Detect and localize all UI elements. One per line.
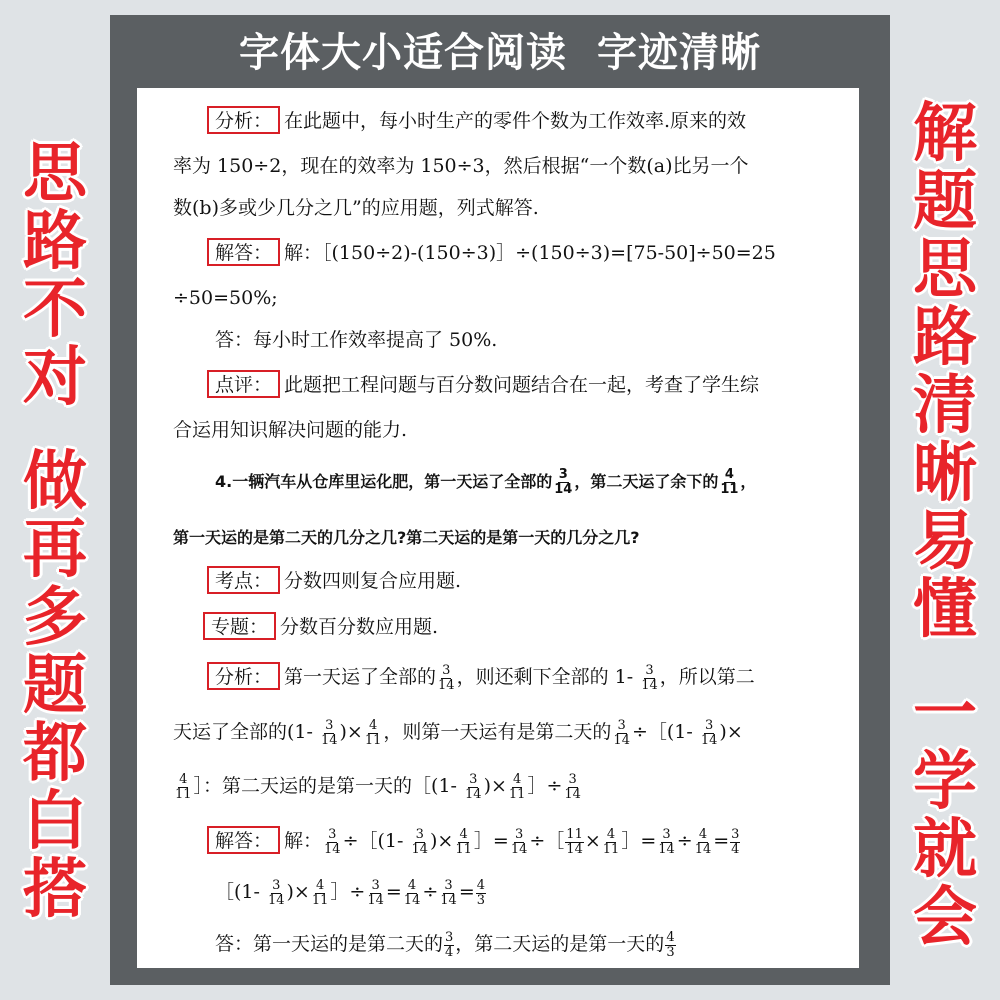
answer-tag: 解答： [207, 238, 280, 266]
text: = [385, 881, 402, 903]
text: ］÷ [330, 881, 366, 903]
slogan-char: 就 [913, 813, 977, 887]
banner-text-2: 字迹清晰 [597, 30, 761, 76]
text: ，则第一天运有是第二天的 [383, 721, 612, 743]
analysis2-line1 [207, 662, 755, 693]
banner-text-1: 字体大小适合阅读 [239, 30, 567, 76]
fraction: $\frac{3}{14}$ [641, 662, 658, 693]
slogan-char: 晰 [913, 437, 977, 511]
analysis2-line3 [173, 772, 583, 802]
text: ，第二天运的是第一天的 [455, 933, 665, 955]
fraction: $\frac{3}{14}$ [267, 877, 285, 908]
text: ÷ [676, 830, 693, 852]
slogan-char: 白 [23, 785, 87, 859]
slogan-char: 思 [23, 137, 87, 211]
text: ］÷ [527, 775, 563, 797]
answer2-line2 [215, 878, 487, 908]
text: ，则还剩下全部的 1- [456, 666, 634, 688]
text: 4.一辆汽车从仓库里运化肥，第一天运了全部的 [215, 472, 553, 491]
fraction: $\frac{3}{14}$ [700, 717, 718, 748]
text: )× [339, 721, 363, 743]
slogan-char: 多 [23, 581, 87, 655]
slogan-char: 一 [913, 677, 977, 751]
fraction: $\frac{4}{3}$ [476, 877, 486, 908]
slogan-char: 会 [913, 881, 977, 955]
comment1-line1 [207, 370, 759, 399]
fraction: $\frac{3}{14}$ [658, 826, 675, 857]
slogan-char: 学 [913, 745, 977, 819]
text: 答：第一天运的是第二天的 [215, 933, 444, 955]
text: ，第二天运了余下的 [574, 472, 719, 491]
slogan-char: 做 [23, 445, 87, 519]
comment-tag: 点评： [207, 370, 280, 398]
fraction: $\frac{3}{14}$ [564, 771, 581, 802]
reply1: 答：每小时工作效率提高了 50%. [215, 329, 498, 351]
text: = [458, 881, 475, 903]
fraction: $\frac{3}{14}$ [554, 467, 573, 497]
text: )× [430, 830, 454, 852]
text: × [584, 830, 601, 852]
slogan-char: 再 [23, 513, 87, 587]
text: ÷［(1- [631, 721, 693, 743]
question4-line2: 第一天运的是第二天的几分之几?第二天运的是第一天的几分之几? [173, 528, 640, 547]
fraction: $\frac{3}{14}$ [438, 662, 455, 693]
text: )× [719, 721, 743, 743]
text: 在此题中，每小时生产的零件个数为工作效率.原来的效 [284, 110, 747, 132]
left-slogan [0, 137, 110, 927]
answer1-line2: ÷50=50%; [173, 287, 278, 309]
point-line [207, 566, 461, 595]
text: )× [483, 775, 507, 797]
top-banner [110, 18, 890, 88]
text: 分数百分数应用题. [280, 616, 439, 638]
slogan-char: 题 [23, 649, 87, 723]
analysis2-line2 [173, 718, 743, 748]
text: ， [740, 472, 757, 491]
fraction: $\frac{4}{11}$ [508, 771, 526, 802]
analysis-tag: 分析： [207, 662, 280, 690]
fraction: $\frac{4}{14}$ [694, 826, 712, 857]
fraction: $\frac{4}{11}$ [602, 826, 620, 857]
text: = [713, 830, 730, 852]
slogan-char: 路 [23, 205, 87, 279]
fraction: $\frac{3}{14}$ [613, 717, 630, 748]
text: ，所以第二 [659, 666, 755, 688]
slogan-char: 都 [23, 717, 87, 791]
slogan-char: 不 [23, 273, 87, 347]
fraction: $\frac{3}{14}$ [510, 826, 528, 857]
analysis1-line3: 数(b)多或少几分之几”的应用题，列式解答. [173, 197, 539, 219]
fraction: $\frac{4}{11}$ [364, 717, 382, 748]
answer-tag: 解答： [207, 826, 280, 854]
slogan-char: 对 [23, 341, 87, 415]
text: 此题把工程问题与百分数问题结合在一起，考查了学生综 [284, 374, 760, 396]
text: 分数四则复合应用题. [284, 570, 462, 592]
fraction: $\frac{3}{4}$ [731, 826, 740, 857]
text: ］= [473, 830, 509, 852]
fraction: $\frac{4}{11}$ [311, 877, 329, 908]
reply2 [215, 930, 677, 960]
comment1-line2: 合运用知识解决问题的能力. [173, 419, 408, 441]
slogan-char: 解 [913, 97, 977, 171]
slogan-char: 清 [913, 369, 977, 443]
answer1-line1 [207, 238, 776, 267]
text: ］：第二天运的是第一天的［(1- [193, 775, 457, 797]
topic-tag: 专题： [203, 612, 276, 640]
topic-line [203, 612, 438, 641]
fraction: $\frac{3}{14}$ [411, 826, 429, 857]
text: ÷［(1- [342, 830, 404, 852]
text: 解： [284, 830, 323, 852]
slogan-char: 路 [913, 301, 977, 375]
answer2-line1 [207, 826, 741, 857]
fraction: $\frac{4}{14}$ [403, 877, 421, 908]
text: 解：［(150÷2)-(150÷3)］÷(150÷3)=[75-50]÷50=25 [284, 242, 776, 264]
fraction: $\frac{3}{4}$ [445, 929, 454, 960]
right-slogan [890, 97, 1000, 955]
fraction: $\frac{3}{14}$ [320, 717, 338, 748]
point-tag: 考点： [207, 566, 280, 594]
slogan-char: 搭 [23, 853, 87, 927]
document-page [137, 88, 859, 968]
text: ［(1- [215, 881, 260, 903]
slogan-char: 懂 [913, 573, 977, 647]
analysis-tag: 分析： [207, 106, 280, 134]
fraction: $\frac{4}{11}$ [720, 467, 739, 497]
analysis1-line2: 率为 150÷2，现在的效率为 150÷3，然后根据“一个数(a)比另一个 [173, 155, 749, 177]
text: ］= [621, 830, 657, 852]
fraction: $\frac{3}{14}$ [324, 826, 341, 857]
fraction: $\frac{3}{14}$ [465, 771, 482, 802]
slogan-char: 思 [913, 233, 977, 307]
question4-line1 [215, 468, 756, 497]
fraction: $\frac{3}{14}$ [367, 877, 384, 908]
fraction: $\frac{11}{14}$ [566, 826, 583, 857]
slogan-char: 易 [913, 505, 977, 579]
fraction: $\frac{4}{3}$ [666, 929, 675, 960]
fraction: $\frac{4}{11}$ [175, 771, 192, 802]
text: 天运了全部的(1- [173, 721, 313, 743]
text: )× [286, 881, 310, 903]
text: ÷［ [529, 830, 565, 852]
text: ÷ [422, 881, 439, 903]
fraction: $\frac{4}{11}$ [455, 826, 472, 857]
slogan-char: 题 [913, 165, 977, 239]
fraction: $\frac{3}{14}$ [440, 877, 457, 908]
analysis1-line1 [207, 106, 746, 135]
text: 第一天运了全部的 [284, 666, 437, 688]
